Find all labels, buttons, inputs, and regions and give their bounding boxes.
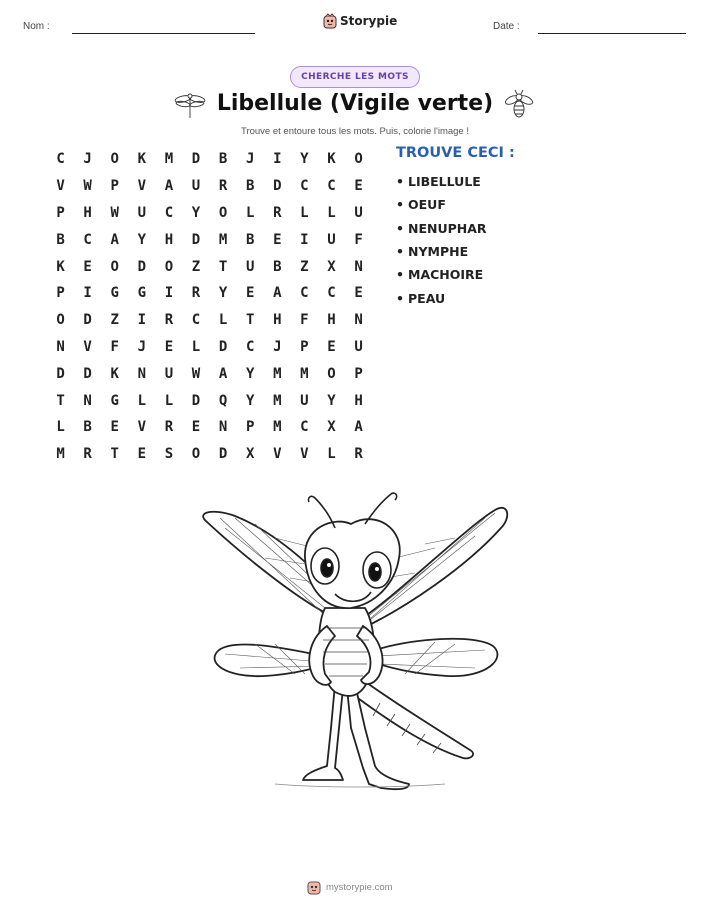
storypie-logo-icon [323,13,337,29]
grid-cell[interactable]: N [83,392,92,409]
name-label: Nom : [23,21,50,32]
grid-cell[interactable]: D [191,151,201,168]
grid-cell[interactable]: B [245,178,255,195]
grid-cell[interactable]: Y [218,285,228,302]
grid-cell[interactable]: I [164,285,174,302]
grid-cell[interactable]: H [327,312,336,329]
grid-cell[interactable]: U [300,392,309,409]
grid-cell[interactable]: C [83,231,92,248]
grid-cell[interactable]: O [56,312,65,329]
footer [307,879,393,895]
grid-cell[interactable]: O [218,204,228,221]
grid-cell[interactable]: C [56,151,65,168]
grid-cell[interactable]: M [273,392,282,409]
word-text: NYMPHE [408,244,469,260]
grid-cell[interactable]: R [354,446,363,463]
word-list-item [396,193,487,216]
bullet: • [396,244,404,260]
grid-cell[interactable]: U [137,204,147,221]
bullet: • [396,267,404,283]
name-field-line[interactable] [72,33,255,34]
grid-cell[interactable]: C [300,285,309,302]
grid-cell[interactable]: B [245,231,255,248]
grid-cell[interactable]: B [56,231,65,248]
grid-cell[interactable]: V [83,338,92,355]
grid-cell[interactable]: R [164,419,174,436]
grid-cell[interactable]: M [164,151,174,168]
grid-cell[interactable]: V [137,419,147,436]
date-field-line[interactable] [538,33,686,34]
dragonfly-illustration [195,488,515,808]
grid-cell[interactable]: P [300,338,309,355]
grid-cell[interactable]: E [137,446,147,463]
lower-right-wing [373,639,497,676]
grid-cell[interactable]: U [191,178,201,195]
activity-badge: CHERCHE LES MOTS [290,66,420,88]
storypie-footer-logo-icon [307,879,321,895]
grid-cell[interactable]: X [327,419,336,436]
footer-site[interactable]: mystorypie.com [326,881,393,893]
grid-cell[interactable]: N [56,338,65,355]
grid-cell[interactable]: M [273,365,282,382]
grid-cell[interactable]: J [245,151,255,168]
bullet: • [396,290,404,306]
grid-cell[interactable]: Z [191,258,201,275]
grid-cell[interactable]: M [56,446,65,463]
grid-cell[interactable]: E [354,285,363,302]
grid-cell[interactable]: V [137,178,147,195]
grid-cell[interactable]: D [273,178,282,195]
grid-cell[interactable]: J [83,151,92,168]
grid-cell[interactable]: V [56,178,65,195]
grid-cell[interactable]: P [56,204,65,221]
word-list-item [396,263,487,286]
grid-cell[interactable]: U [354,204,363,221]
grid-cell[interactable]: W [110,204,119,221]
grid-cell[interactable]: Z [300,258,309,275]
grid-cell[interactable]: R [273,204,282,221]
grid-cell[interactable]: B [273,258,282,275]
grid-cell[interactable]: T [245,312,255,329]
grid-cell[interactable]: P [245,419,255,436]
grid-cell[interactable]: D [191,392,201,409]
grid-cell[interactable]: O [354,151,363,168]
grid-cell[interactable]: D [56,365,65,382]
grid-cell[interactable]: H [164,231,174,248]
grid-cell[interactable]: T [218,258,228,275]
grid-cell[interactable]: Y [191,204,201,221]
grid-cell[interactable]: E [164,338,174,355]
grid-cell[interactable]: P [354,365,363,382]
bullet: • [396,197,404,213]
grid-cell[interactable]: Y [300,151,309,168]
grid-cell[interactable]: L [191,338,201,355]
grid-cell[interactable]: H [83,204,92,221]
grid-cell[interactable]: E [245,285,255,302]
grid-cell[interactable]: D [83,312,92,329]
grid-cell[interactable]: L [56,419,65,436]
word-text: NENUPHAR [408,220,487,236]
grid-cell[interactable]: T [110,446,119,463]
grid-cell[interactable]: K [110,365,119,382]
grid-cell[interactable]: U [164,365,174,382]
grid-cell[interactable]: A [218,365,228,382]
grid-cell[interactable]: D [191,231,201,248]
grid-cell[interactable]: L [245,204,255,221]
grid-cell[interactable]: L [327,446,336,463]
grid-cell[interactable]: L [300,204,309,221]
grid-cell[interactable]: L [164,392,174,409]
grid-cell[interactable]: O [110,151,119,168]
grid-cell[interactable]: L [327,204,336,221]
grid-cell[interactable]: A [110,231,119,248]
word-list-item [396,217,487,240]
grid-cell[interactable]: T [56,392,65,409]
grid-cell[interactable]: C [327,178,336,195]
grid-cell[interactable]: E [273,231,282,248]
grid-cell[interactable]: K [56,258,65,275]
grid-cell[interactable]: V [300,446,309,463]
grid-cell[interactable]: K [137,151,147,168]
grid-cell[interactable]: M [300,365,309,382]
grid-cell[interactable]: P [110,178,119,195]
grid-cell[interactable]: Q [218,392,228,409]
grid-cell[interactable]: G [137,285,147,302]
grid-cell[interactable]: J [273,338,282,355]
grid-cell[interactable]: C [191,312,201,329]
grid-cell[interactable]: R [218,178,228,195]
grid-cell[interactable]: I [83,285,92,302]
grid-cell[interactable]: B [218,151,228,168]
grid-cell[interactable]: E [110,419,119,436]
grid-cell[interactable]: E [191,419,201,436]
grid-cell[interactable]: N [137,365,147,382]
grid-cell[interactable]: G [110,285,119,302]
grid-cell[interactable]: C [164,204,174,221]
grid-cell[interactable]: N [354,312,363,329]
grid-cell[interactable]: C [327,285,336,302]
grid-cell[interactable]: N [218,419,228,436]
grid-cell[interactable]: K [327,151,336,168]
brand [323,13,397,29]
grid-cell[interactable]: I [300,231,309,248]
word-list [396,170,487,310]
bullet: • [396,174,404,190]
grid-cell[interactable]: G [110,392,119,409]
dragonfly-tail [355,678,473,758]
grid-cell[interactable]: F [354,231,363,248]
grid-cell[interactable]: I [273,151,282,168]
grid-cell[interactable]: H [354,392,363,409]
dragonfly-icon [173,90,207,120]
grid-cell[interactable]: O [191,446,201,463]
grid-cell[interactable]: B [83,419,92,436]
word-text: OEUF [408,197,446,213]
grid-cell[interactable]: R [191,285,201,302]
grid-cell[interactable]: U [245,258,255,275]
grid-cell[interactable]: W [83,178,92,195]
word-text: LIBELLULE [408,174,481,190]
grid-cell[interactable]: N [354,258,363,275]
grid-cell[interactable]: O [110,258,119,275]
grid-cell[interactable]: J [137,338,147,355]
grid-cell[interactable]: V [273,446,282,463]
grid-cell[interactable]: O [327,365,336,382]
grid-cell[interactable]: P [56,285,65,302]
word-search-grid[interactable] [47,146,372,468]
bullet: • [396,220,404,236]
grid-cell[interactable]: R [83,446,92,463]
grid-cell[interactable]: L [137,392,147,409]
grid-cell[interactable]: Y [245,365,255,382]
grid-cell[interactable]: F [110,338,119,355]
grid-cell[interactable]: E [354,178,363,195]
grid-cell[interactable]: S [164,446,174,463]
grid-cell[interactable]: C [245,338,255,355]
page-title: Libellule (Vigile verte) [216,91,494,116]
grid-cell[interactable]: E [327,338,336,355]
grid-cell[interactable]: C [300,178,309,195]
grid-cell[interactable]: M [218,231,228,248]
bee-icon [504,89,534,121]
word-text: PEAU [408,290,446,306]
grid-cell[interactable]: E [83,258,92,275]
brand-name: Storypie [340,14,398,28]
grid-cell[interactable]: F [300,312,309,329]
grid-cell[interactable]: H [273,312,282,329]
word-list-title: TROUVE CECI : [396,145,515,161]
grid-cell[interactable]: A [354,419,363,436]
grid-cell[interactable]: O [164,258,174,275]
grid-cell[interactable]: M [273,419,282,436]
grid-cell[interactable]: I [137,312,147,329]
left-leg [303,684,343,780]
grid-cell[interactable]: U [327,231,336,248]
word-list-item [396,170,487,193]
grid-cell[interactable]: A [273,285,282,302]
grid-cell[interactable]: X [327,258,336,275]
grid-cell[interactable]: A [164,178,174,195]
instructions: Trouve et entoure tous les mots. Puis, colorie l'image ! [241,126,469,137]
grid-cell[interactable]: L [218,312,228,329]
grid-cell[interactable]: D [83,365,92,382]
grid-cell[interactable]: U [354,338,363,355]
grid-cell[interactable]: D [218,338,228,355]
word-text: MACHOIRE [408,267,484,283]
word-list-item [396,286,487,309]
grid-cell[interactable]: D [218,446,228,463]
word-list-item [396,240,487,263]
grid-cell[interactable]: Y [137,231,147,248]
grid-cell[interactable]: Y [327,392,336,409]
grid-cell[interactable]: C [300,419,309,436]
grid-cell[interactable]: Y [245,392,255,409]
grid-cell[interactable]: W [191,365,201,382]
grid-cell[interactable]: Z [110,312,119,329]
date-label: Date : [493,21,520,32]
grid-cell[interactable]: X [245,446,255,463]
grid-cell[interactable]: D [137,258,147,275]
grid-cell[interactable]: R [164,312,174,329]
